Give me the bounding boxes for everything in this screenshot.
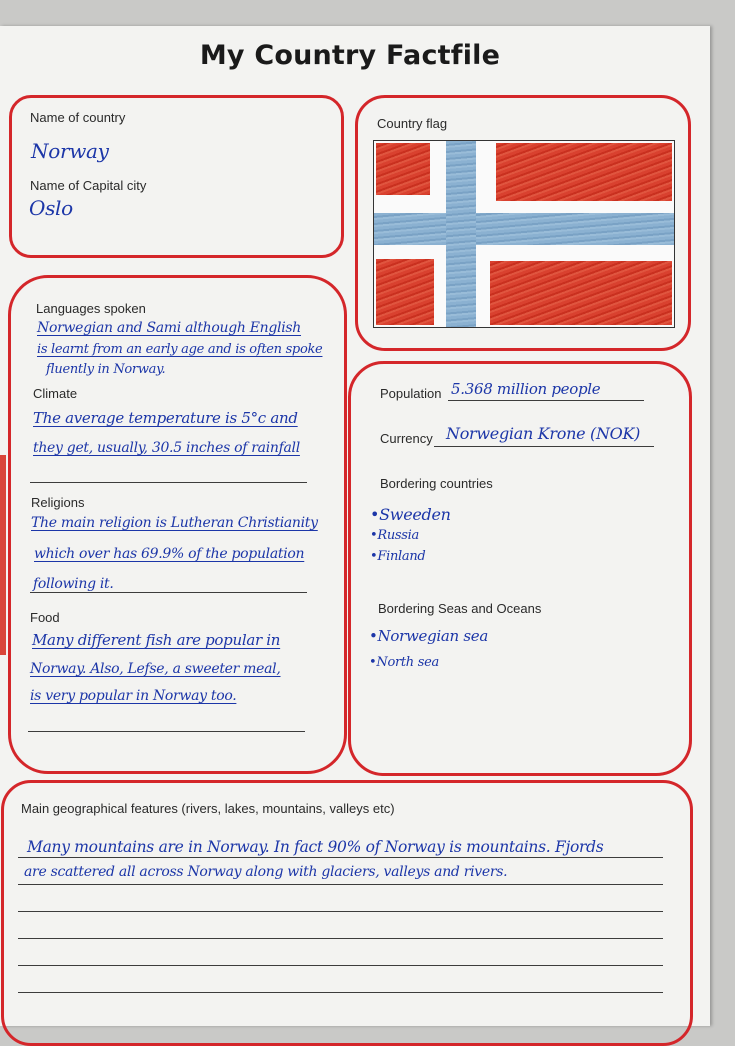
geography-rule-1 xyxy=(18,857,663,858)
capital-label: Name of Capital city xyxy=(30,178,147,193)
page-edge-strip xyxy=(0,455,6,655)
religions-line-3: following it. xyxy=(33,576,114,592)
currency-rule xyxy=(434,446,654,447)
currency-value: Norwegian Krone (NOK) xyxy=(446,424,641,443)
population-rule xyxy=(448,400,644,401)
population-label: Population xyxy=(380,386,442,401)
currency-label: Currency xyxy=(380,431,433,446)
geography-rule-4 xyxy=(18,938,663,939)
flag-blue-horizontal xyxy=(374,213,674,245)
bordering-sea-2: •North sea xyxy=(369,655,439,670)
food-rule-4 xyxy=(28,731,305,732)
flag-red-bottom-right xyxy=(490,261,672,325)
religions-line-2: which over has 69.9% of the population xyxy=(34,546,305,562)
geography-rule-3 xyxy=(18,911,663,912)
geography-rule-5 xyxy=(18,965,663,966)
bordering-country-1: •Sweeden xyxy=(370,505,451,524)
bordering-seas-label: Bordering Seas and Oceans xyxy=(378,601,542,616)
climate-line-2: they get, usually, 30.5 inches of rainfall xyxy=(33,440,300,456)
languages-line-3: fluently in Norway. xyxy=(46,362,166,377)
bordering-country-2: •Russia xyxy=(370,528,419,543)
flag-red-top-right xyxy=(496,143,672,201)
norway-flag-drawing xyxy=(373,140,675,328)
country-name-label: Name of country xyxy=(30,110,126,125)
flag-red-top-left xyxy=(376,143,430,195)
languages-line-2: is learnt from an early age and is often spoke xyxy=(37,342,323,357)
religions-line-1: The main religion is Lutheran Christianity xyxy=(31,515,318,531)
food-line-3: is very popular in Norway too. xyxy=(30,688,237,704)
geography-box xyxy=(1,780,693,1046)
country-name-value: Norway xyxy=(31,139,109,163)
climate-rule-3 xyxy=(30,482,307,483)
geography-line-1: Many mountains are in Norway. In fact 90% of Norway is mountains. Fjords xyxy=(27,838,604,856)
population-value: 5.368 million people xyxy=(451,380,601,398)
climate-label: Climate xyxy=(33,386,78,401)
languages-line-1: Norwegian and Sami although English xyxy=(37,320,302,336)
page-title: My Country Factfile xyxy=(199,40,501,71)
languages-label: Languages spoken xyxy=(36,301,146,316)
flag-blue-vertical xyxy=(446,141,476,327)
religions-label: Religions xyxy=(31,495,85,510)
food-line-2: Norway. Also, Lefse, a sweeter meal, xyxy=(30,661,281,677)
climate-line-1: The average temperature is 5°c and xyxy=(33,409,298,427)
bordering-countries-label: Bordering countries xyxy=(380,476,493,491)
geography-rule-2 xyxy=(18,884,663,885)
geography-line-2: are scattered all across Norway along with glaciers, valleys and rivers. xyxy=(24,864,508,880)
bordering-country-3: •Finland xyxy=(370,549,426,564)
bordering-sea-1: •Norwegian sea xyxy=(369,627,488,645)
flag-label: Country flag xyxy=(377,116,448,131)
religions-rule-3 xyxy=(30,592,307,593)
food-line-1: Many different fish are popular in xyxy=(32,631,281,649)
geography-rule-6 xyxy=(18,992,663,993)
food-label: Food xyxy=(30,610,60,625)
flag-red-bottom-left xyxy=(376,259,434,325)
geography-label: Main geographical features (rivers, lakes, mountains, valleys etc) xyxy=(21,801,395,816)
capital-value: Oslo xyxy=(29,196,73,220)
